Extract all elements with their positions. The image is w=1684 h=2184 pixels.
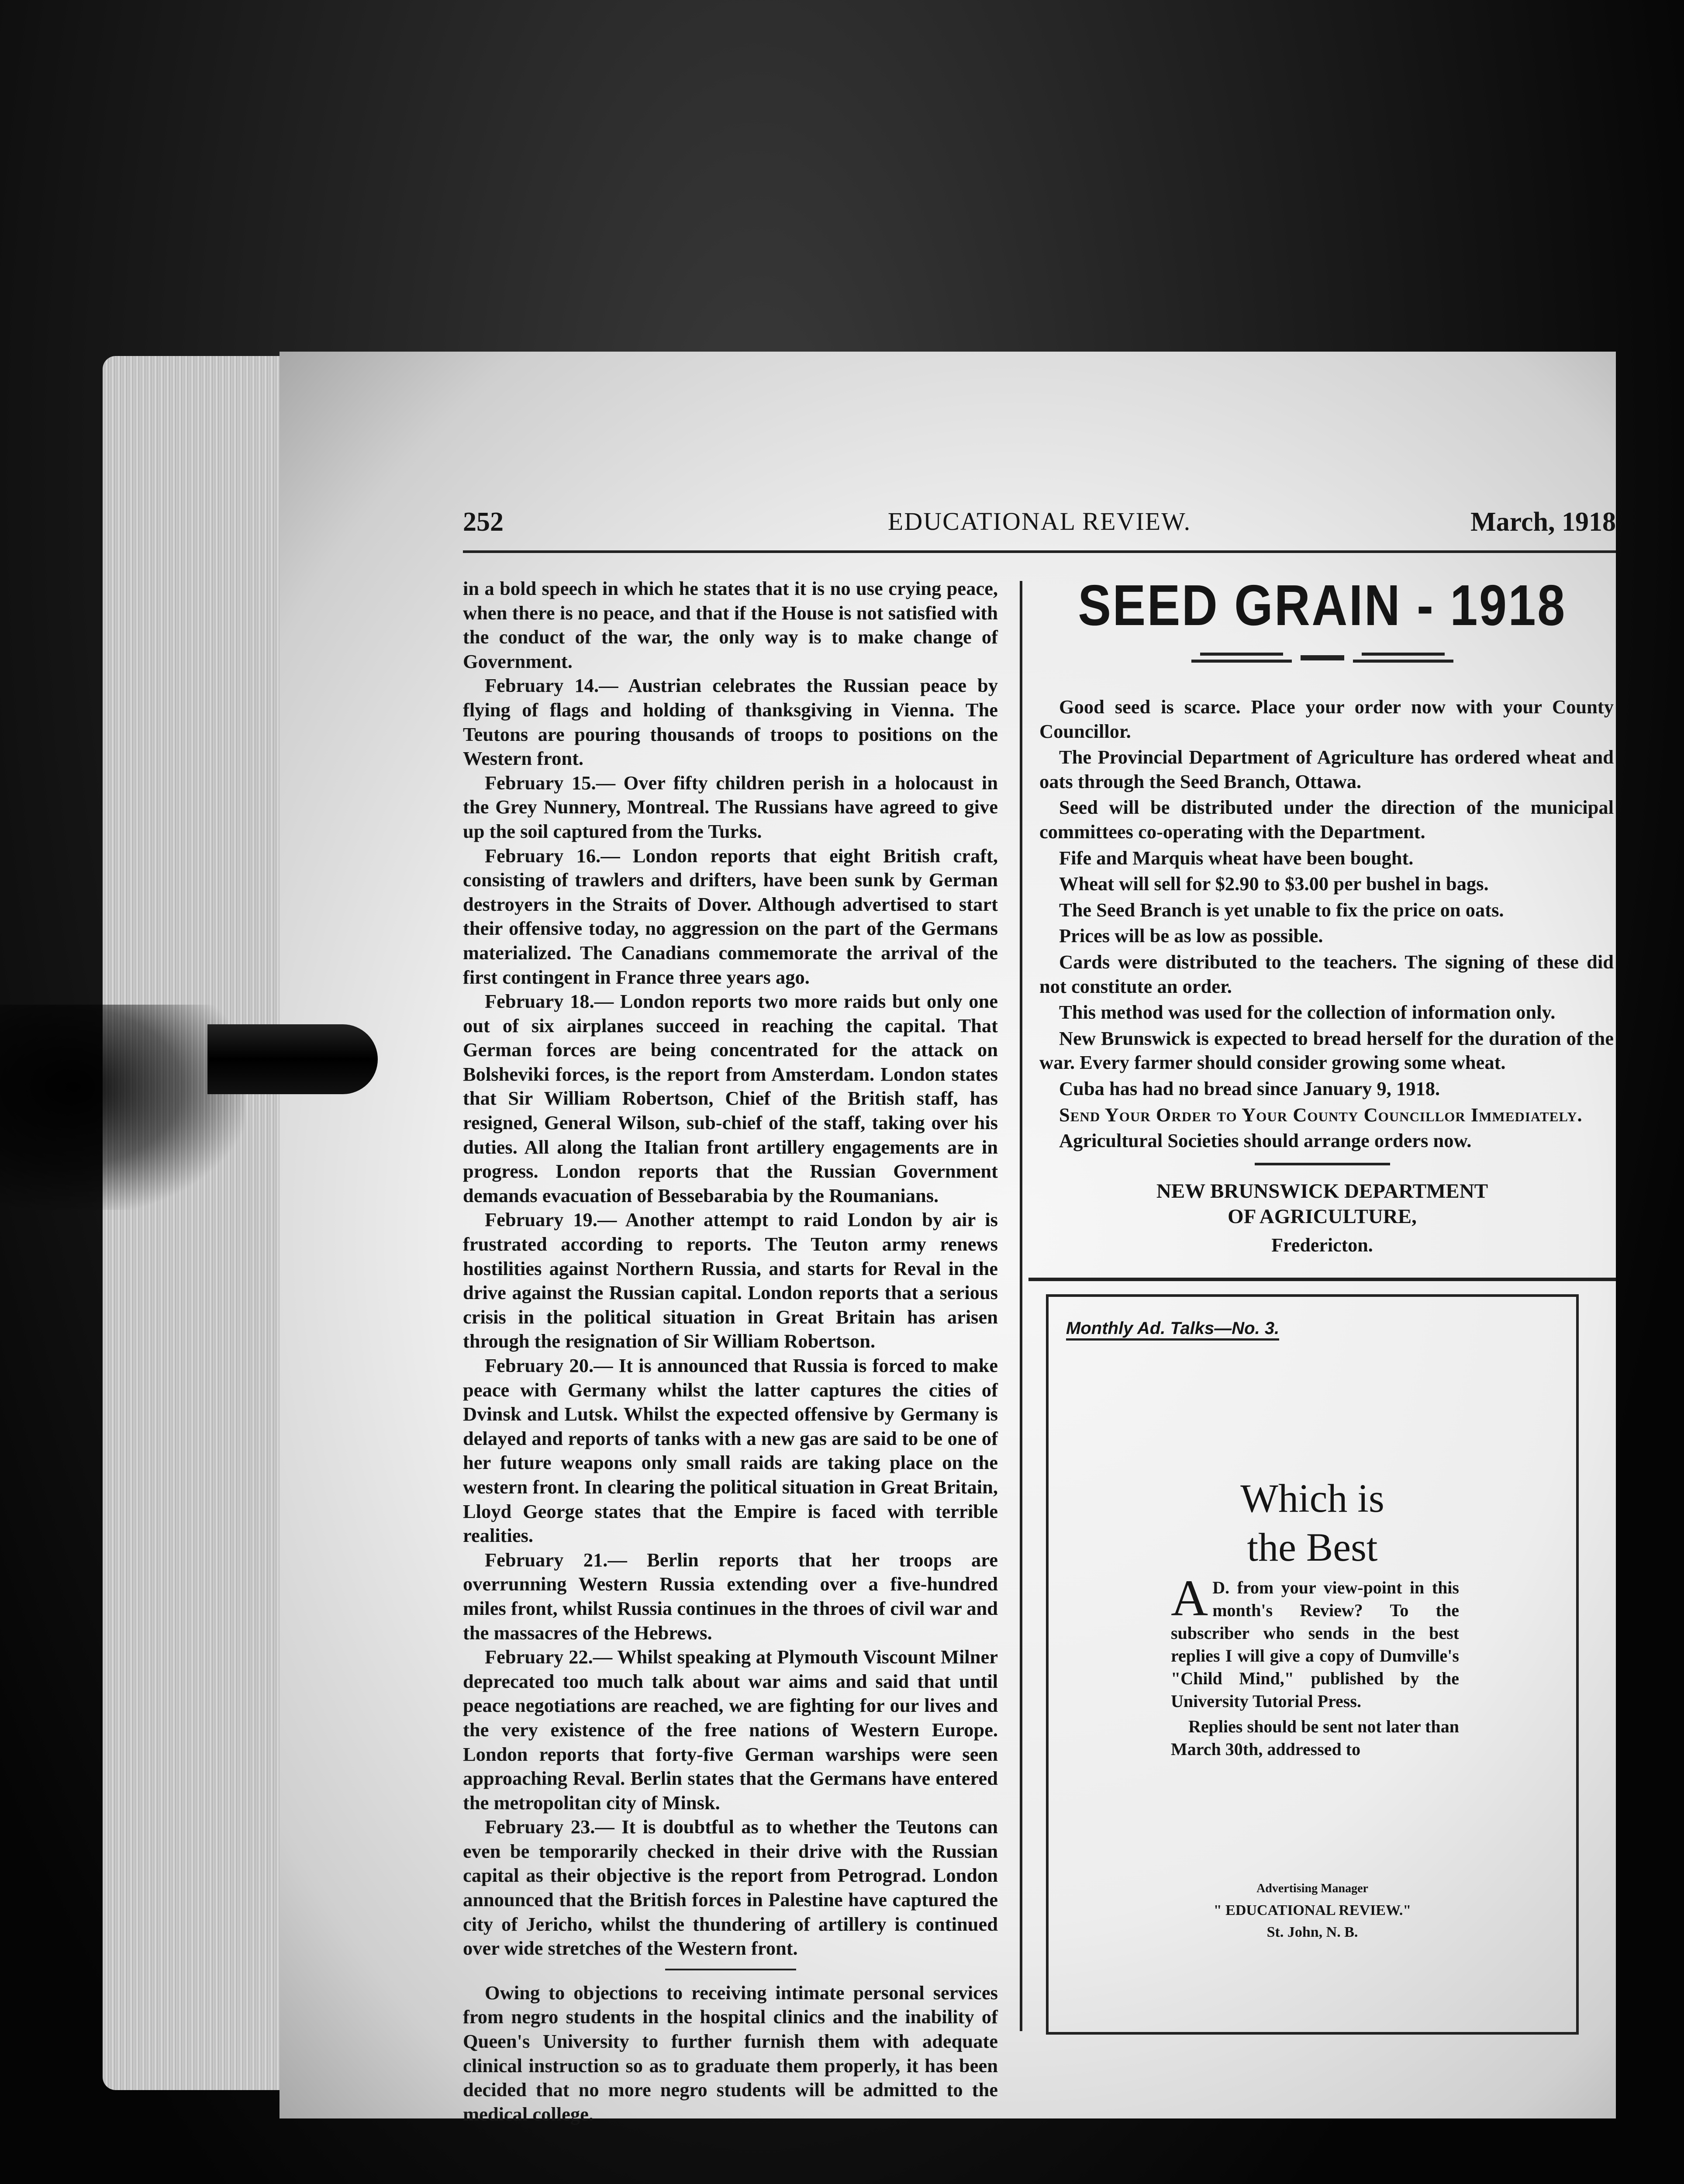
- ad-talk-box: [1046, 1294, 1579, 2035]
- seed-paragraph: Good seed is scarce. Place your order now with your County Councillor.: [1039, 696, 1614, 742]
- seed-paragraph: Wheat will sell for $2.90 to $3.00 per bushel in bags.: [1059, 873, 1489, 895]
- header-rule: [463, 550, 1616, 553]
- department-line: NEW BRUNSWICK DEPARTMENT: [1156, 1179, 1488, 1203]
- ad-talk-text: D. from your view-point in this month's Review? To the subscriber who sends in the best replies I will give a copy of Dumville's "Child Mind," published by the University Tutorial Press.: [1171, 1577, 1459, 1711]
- closing-paragraph: Owing to objections to receiving intimate personal services from negro students in the hospital clinics and the inability of Queen's University to further furnish them with adequate clinical instruction so as to graduate them properly, it has been decided that no more negro students will be admitted to the medical college.: [463, 1981, 998, 2125]
- ad-talk-heading-line: the Best: [1247, 1524, 1378, 1569]
- ad-talk-body: [1171, 1569, 1459, 1761]
- article-paragraph: February 20.— It is announced that Russia is forced to make peace with Germany whilst the latter captures the cities of Dvinsk and Lutsk. Whilst the expected offensive by Germany is delayed and reports of tanks with a new gas are said to be one of her future weapons only small raids are taking place on the western front. In clearing the political situation in Great Britain, Lloyd George states that the Empire is faced with terrible realities.: [463, 1355, 998, 1547]
- article-paragraph: February 23.— It is doubtful as to whether the Teutons can even be temporarily checked in their drive with the Russian capital as their objective is the report from Petrograd. London announced that the British forces in Palestine have captured the city of Jericho, whilst the thundering of artillery is continued over wide stretches of the Western front.: [463, 1816, 998, 1959]
- seed-grain-body: [1028, 695, 1616, 1153]
- article-paragraph: February 21.— Berlin reports that her troops are overrunning Western Russia extending over a five-hundred miles front, whilst Russia continues in the throes of civil war and the massacres of the Hebrews.: [463, 1548, 998, 1644]
- left-column: [463, 577, 998, 2125]
- right-column: [1028, 570, 1616, 2055]
- seed-paragraph: Cuba has had no bread since January 9, 1918.: [1059, 1077, 1440, 1099]
- seed-paragraph: The Provincial Department of Agriculture has ordered wheat and oats through the Seed Branch, Ottawa.: [1039, 746, 1614, 792]
- book-page: [280, 352, 1616, 2125]
- page-number: 252: [463, 507, 504, 537]
- column-divider: [1020, 581, 1022, 2031]
- signature-title: Advertising Manager: [1256, 1881, 1368, 1895]
- article-paragraph: February 16.— London reports that eight British craft, consisting of trawlers and drifters, have been sunk by German destroyers in the Straits of Dover. Although advertised to start their offensive today, no aggression on the part of the Germans materialized. The Canadians commemorate the arrival of the first contingent in France three years ago.: [463, 844, 998, 988]
- department-city: Fredericton.: [1271, 1234, 1373, 1256]
- department-line: OF AGRICULTURE,: [1228, 1205, 1417, 1228]
- article-paragraph: February 15.— Over fifty children perish in a holocaust in the Grey Nunnery, Montreal. The Russians have agreed to give up the soil captured from the Turks.: [463, 771, 998, 842]
- ad-talk-heading-line: Which is: [1240, 1476, 1384, 1521]
- ad-talk-heading: [1049, 1474, 1576, 1572]
- seed-paragraph: New Brunswick is expected to bread herself for the duration of the war. Every farmer should consider growing some wheat.: [1039, 1027, 1614, 1074]
- issue-date: March, 1918: [1470, 507, 1616, 537]
- section-divider: [665, 1969, 796, 1970]
- seed-paragraph: This method was used for the collection of information only.: [1059, 1001, 1556, 1023]
- department-signature: [1028, 1178, 1616, 1258]
- seed-paragraph: Seed will be distributed under the direction of the municipal committees co-operating with the Department.: [1039, 796, 1614, 843]
- ad-talk-paragraph: Replies should be sent not later than March 30th, addressed to: [1171, 1716, 1459, 1759]
- drop-cap: A: [1171, 1569, 1208, 1627]
- seed-paragraph: Prices will be as low as possible.: [1059, 925, 1323, 947]
- article-paragraph: in a bold speech in which he states that it is no use crying peace, when there is no peace, and that if the House is not satisfied with the conduct of the war, the only way is to make change of Government.: [463, 577, 998, 672]
- seed-paragraph: Fife and Marquis wheat have been bought.: [1059, 847, 1414, 869]
- seed-paragraph: Agricultural Societies should arrange orders now.: [1059, 1130, 1472, 1152]
- ad-talk-signature: [1049, 1878, 1576, 1943]
- page-clip: [207, 1024, 378, 1094]
- article-paragraph: February 14.— Austrian celebrates the Russian peace by flying of flags and holding of thanksgiving in Vienna. The Teutons are pouring thousands of troops to positions on the Western front.: [463, 674, 998, 770]
- journal-title: EDUCATIONAL REVIEW.: [887, 507, 1191, 536]
- running-header: [463, 507, 1616, 550]
- article-paragraph: February 18.— London reports two more raids but only one out of six airplanes succeed in reaching the capital. That German forces are being concentrated for the attack on Bolsheviki forces, is the report from Amsterdam. London states that Sir William Robertson, Chief of the British staff, has resigned, General Wilson, sub-chief of the staff, taking over his duties. All along the Italian front artillery engagements are in progress. London reports that the Russian Government demands evacuation of Bessebarabia by the Roumanians.: [463, 990, 998, 1206]
- seed-paragraph: The Seed Branch is yet unable to fix the price on oats.: [1059, 898, 1504, 921]
- seed-grain-title: SEED GRAIN - 1918: [1078, 573, 1567, 637]
- signature-city: St. John, N. B.: [1266, 1924, 1358, 1940]
- signature-rule: [1255, 1163, 1390, 1165]
- section-rule: [1028, 1278, 1616, 1281]
- article-paragraph: February 19.— Another attempt to raid London by air is frustrated according to reports. The Teuton army renews hostilities against Northern Russia, and starts for Reval in the drive against the Russian capital. London reports that a serious crisis in the political situation in Great Britain has arisen through the resignation of Sir William Robertson.: [463, 1209, 998, 1352]
- article-paragraph: February 22.— Whilst speaking at Plymouth Viscount Milner deprecated too much talk about war aims and said that until peace negotiations are reached, we are fighting for our lives and the very existence of the free nations of Western Europe. London reports that forty-five German warships were seen approaching Reval. Berlin states that the Germans have entered the metropolitan city of Minsk.: [463, 1646, 998, 1814]
- ad-talk-paragraph: [1171, 1569, 1459, 1713]
- call-to-action: Send Your Order to Your County Councillor Immediately.: [1059, 1103, 1583, 1126]
- seed-paragraph: Cards were distributed to the teachers. The signing of these did not constitute an order.: [1039, 950, 1614, 997]
- ad-talk-label: Monthly Ad. Talks—No. 3.: [1066, 1319, 1279, 1341]
- signature-publication: " EDUCATIONAL REVIEW.": [1213, 1902, 1411, 1918]
- book-page-edges: [103, 356, 290, 2090]
- title-ornament: [1191, 649, 1453, 675]
